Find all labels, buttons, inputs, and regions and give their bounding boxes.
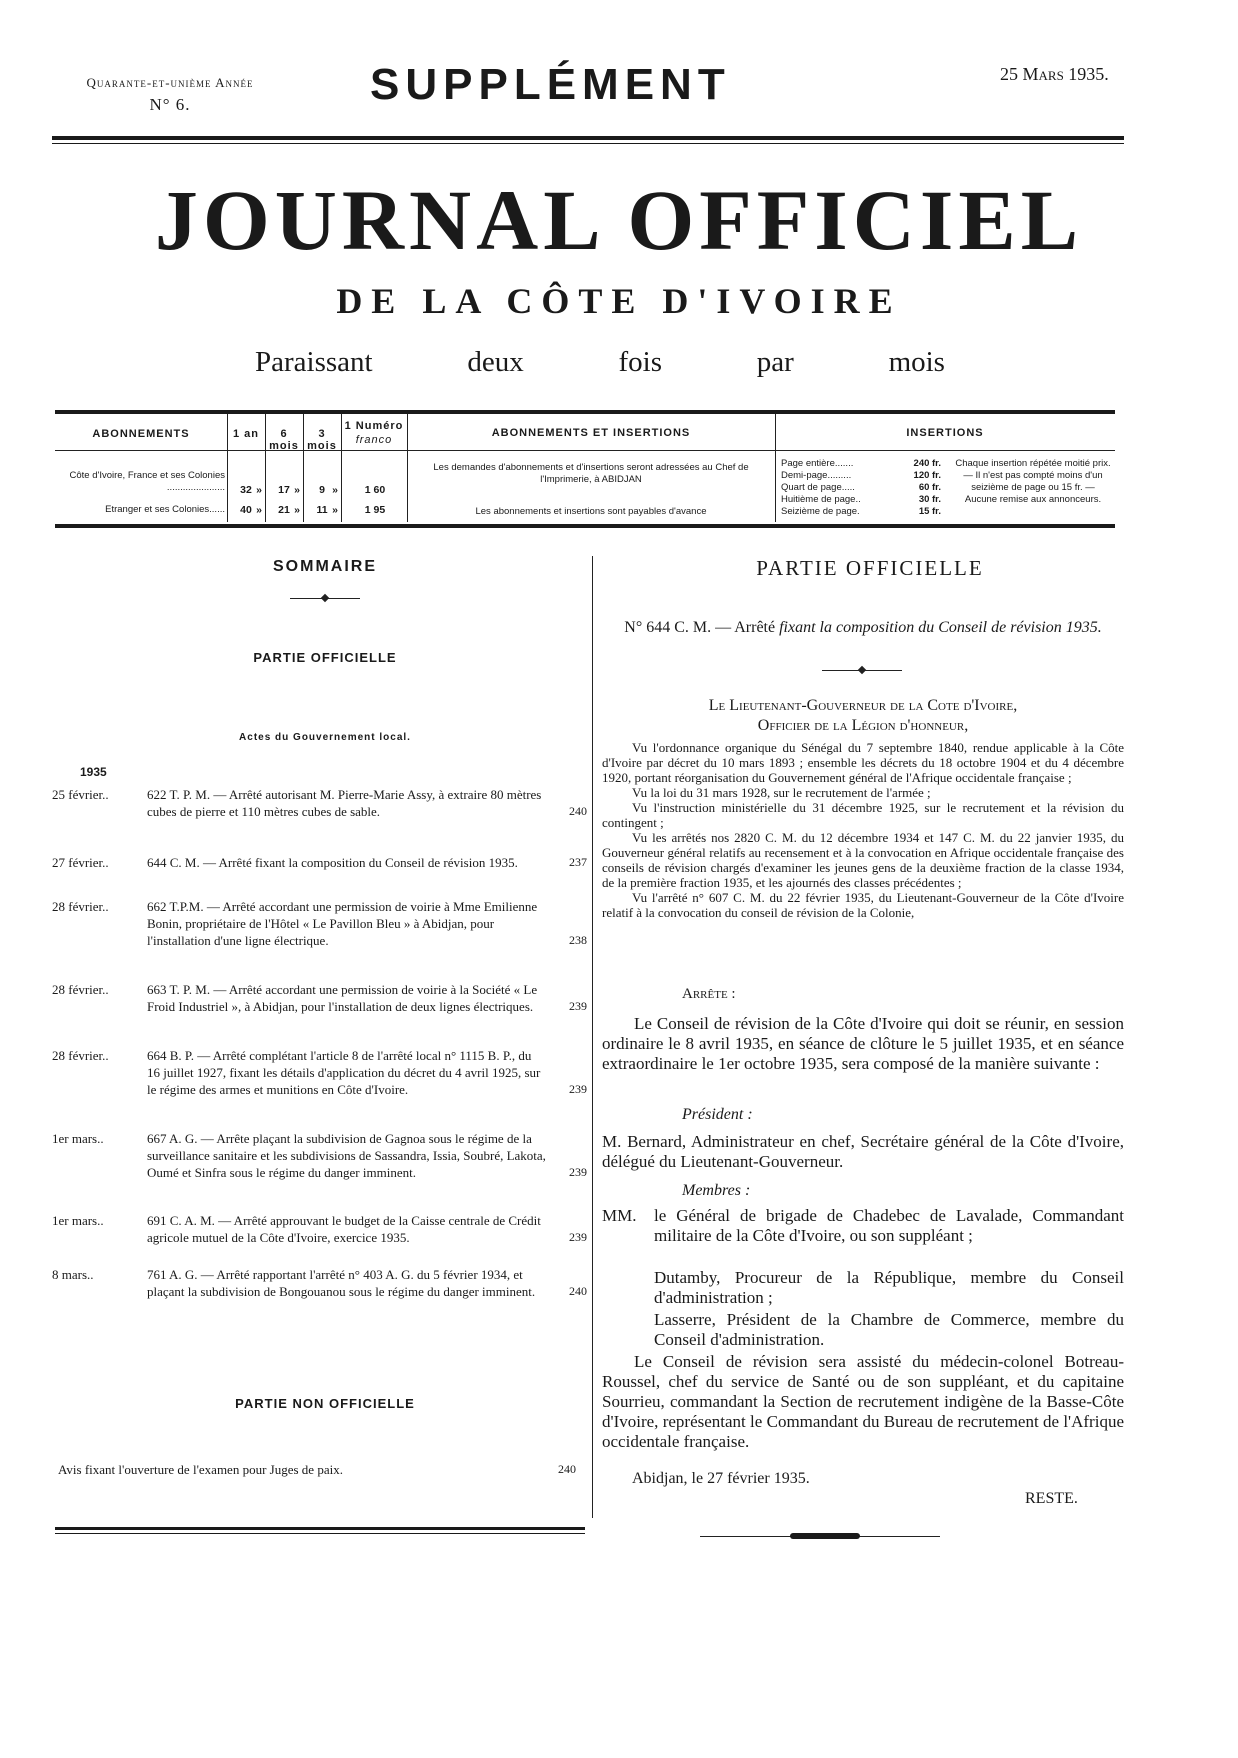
sommaire-entry — [52, 1130, 587, 1181]
entry-text: 691 C. A. M. — Arrêté approuvant le budget de la Caisse centrale de Crédit agricole mutuel de la Côte d'Ivoire, exercice 1935. — [147, 1213, 541, 1245]
header-abonnements: ABONNEMENTS — [92, 428, 190, 440]
sommaire-entry — [52, 786, 587, 820]
visa-paragraph: Vu les arrêtés nos 2820 C. M. du 12 décembre 1934 et 147 C. M. du 22 janvier 1935, du Gouverneur général relatifs au recensement et à la convocation en Afrique occidentale française des conseils de révision chargés d'examiner les jeunes gens de la deuxième fraction de la classe 1934, de la première fraction 1935, et les ajournés des classes précédentes ; — [602, 830, 1124, 890]
subscription-table — [55, 414, 1115, 524]
row1-sep: » — [294, 484, 300, 496]
journal-title: JOURNAL OFFICIEL — [154, 172, 1084, 268]
middle-text-1: Les demandes d'abonnements et d'insertions seront adressées au Chef de l'Imprimerie, à ABIDJAN — [433, 462, 749, 485]
sommaire-entry — [52, 981, 587, 1015]
entry-date: 1er mars.. — [52, 1131, 104, 1146]
membre-3-text: Lasserre, Président de la Chambre de Commerce, membre du Conseil d'administration. — [654, 1310, 1124, 1349]
header-1an: 1 an — [232, 428, 259, 440]
year-note — [50, 72, 290, 116]
entry-text: 663 T. P. M. — Arrêté accordant une permission de voirie à la Société « Le Froid Industriel », à Abidjan, pour l'installation de deux lignes électriques. — [147, 982, 538, 1014]
membre-1 — [654, 1206, 1124, 1246]
entry-page: 237 — [569, 855, 587, 869]
tagline-word: fois — [618, 346, 662, 378]
entry-page: 239 — [569, 999, 587, 1013]
row2-1an: 40 — [240, 504, 252, 516]
avis-page: 240 — [558, 1462, 576, 1476]
entry-page: 240 — [569, 804, 587, 818]
row1-3mois: 9 — [319, 484, 325, 496]
tagline — [255, 346, 945, 379]
president-label: Président : — [682, 1106, 753, 1123]
assistance-text: Le Conseil de révision sera assisté du médecin-colonel Botreau-Roussel, chef du service de Santé ou de son suppléant, et du capitaine Sourrieu, commandant la Section de recrutement indigène de la Basse-Côte d'Ivoire, représentant le Commandant du Bureau de recrutement de l'Afrique occidentale française. — [602, 1352, 1124, 1451]
row1-sep: » — [256, 484, 262, 496]
partie-non-officielle: PARTIE NON OFFICIELLE — [235, 1396, 415, 1411]
signed-place-date: Abidjan, le 27 février 1935. — [632, 1470, 810, 1487]
issue-number: N° 6. — [149, 95, 191, 114]
entry-page: 239 — [569, 1165, 587, 1179]
row2-sep: » — [294, 504, 300, 516]
row2-sep: » — [332, 504, 338, 516]
actes-heading: Actes du Gouvernement local. — [239, 732, 411, 743]
issue-date: 25 Mars 1935. — [1000, 64, 1109, 84]
rate-label: Seizième de page. — [781, 506, 860, 517]
signature: RESTE. — [1025, 1490, 1078, 1507]
tagline-word: par — [756, 346, 794, 378]
year-note-text: Quarante-et-unième Année — [86, 75, 254, 90]
rate-label: Huitième de page.. — [781, 494, 861, 505]
bottom-rule — [55, 1527, 585, 1530]
entry-page: 238 — [569, 933, 587, 947]
membre-2-text: Dutamby, Procureur de la République, membre du Conseil d'administration ; — [654, 1268, 1124, 1307]
membre-3 — [654, 1310, 1124, 1350]
arrete-word: Arrête : — [682, 986, 736, 1002]
visa-paragraph: Vu l'ordonnance organique du Sénégal du 7 septembre 1840, rendue applicable à la Côte d'Ivoire par décret du 10 mars 1893 ; ensemble les décrets du 18 octobre 1904 et du 4 décembre 1920, portant réorganisation du Gouvernement général de l'Afrique occidentale française ; — [602, 740, 1124, 785]
entry-text: 667 A. G. — Arrête plaçant la subdivision de Gagnoa sous le régime de la surveillance sanitaire et les subdivisions de Sassandra, Issia, Soubré, Lakota, Oumé et Sinfra sous le régime du danger imminent. — [147, 1131, 546, 1180]
row2-6mois: 21 — [278, 504, 290, 516]
rate-price: 240 fr. — [913, 458, 941, 469]
sommaire-year: 1935 — [80, 765, 107, 779]
arrete-heading — [602, 618, 1124, 638]
column-divider — [592, 556, 593, 1518]
entry-date: 1er mars.. — [52, 1213, 104, 1228]
president-text: M. Bernard, Administrateur en chef, Secrétaire général de la Côte d'Ivoire, délégué du Lieutenant-Gouverneur. — [602, 1132, 1124, 1171]
rate-label: Demi-page......... — [781, 470, 852, 481]
president-paragraph — [602, 1132, 1124, 1172]
entry-date: 28 février.. — [52, 982, 109, 997]
row2-label: Etranger et ses Colonies...... — [105, 504, 225, 515]
rate-label: Page entière....... — [781, 458, 854, 469]
tagline-word: deux — [467, 346, 524, 378]
row1-6mois: 17 — [278, 484, 290, 496]
sommaire-title: SOMMAIRE — [273, 558, 377, 575]
tagline-word: mois — [888, 346, 945, 378]
header-3mois: 3 mois — [307, 428, 337, 452]
header-numero: 1 Numéro — [344, 420, 404, 432]
lieutenant-line-2: Officier de la Légion d'honneur, — [757, 717, 969, 734]
entry-text: 662 T.P.M. — Arrêté accordant une permission de voirie à Mme Emilienne Bonin, propriétaire de l'Hôtel « Le Pavillon Bleu » à Abidjan, pour l'installation d'une ligne électrique. — [147, 899, 538, 948]
row2-sep: » — [256, 504, 262, 516]
entry-date: 28 février.. — [52, 899, 109, 914]
row2-numero: 1 95 — [364, 504, 386, 516]
sommaire-entry — [52, 1212, 587, 1246]
sommaire-entry — [52, 1266, 587, 1300]
rate-price: 15 fr. — [918, 506, 941, 517]
row1-sep: » — [332, 484, 338, 496]
mm-label: MM. — [602, 1206, 637, 1225]
entry-date: 25 février.. — [52, 787, 109, 802]
composition-paragraph — [602, 1014, 1124, 1074]
avis-entry: Avis fixant l'ouverture de l'examen pour Juges de paix. — [58, 1462, 343, 1477]
visa-paragraph: Vu l'arrêté n° 607 C. M. du 22 février 1935, du Lieutenant-Gouverneur de la Côte d'Ivoire relatif à la convocation du conseil de révision de la Colonie, — [602, 890, 1124, 920]
supplement-heading: SUPPLÉMENT — [370, 60, 731, 109]
membre-2 — [654, 1268, 1124, 1308]
ornament-diamond — [858, 666, 866, 674]
partie-officielle-title: PARTIE OFFICIELLE — [756, 556, 984, 580]
entry-text: 664 B. P. — Arrêté complétant l'article 8 de l'arrêté local n° 1115 B. P., du 16 juillet 1927, fixant les détails d'application du décret du 4 avril 1925, sur le régime des armes et munitions en Côte d'Ivoire. — [147, 1048, 541, 1097]
sommaire-entry — [52, 854, 587, 871]
assistance-paragraph — [602, 1352, 1124, 1452]
entry-text: 644 C. M. — Arrêté fixant la composition du Conseil de révision 1935. — [147, 855, 518, 870]
tagline-word: Paraissant — [255, 346, 373, 378]
sommaire-partie-officielle: PARTIE OFFICIELLE — [253, 650, 397, 665]
entry-text: 761 A. G. — Arrêté rapportant l'arrêté n° 403 A. G. du 5 février 1934, et plaçant la subdivision de Bongouanou sous le régime du danger imminent. — [147, 1267, 536, 1299]
entry-date: 28 février.. — [52, 1048, 109, 1063]
bottom-rule-thin — [55, 1533, 585, 1534]
rate-price: 120 fr. — [913, 470, 941, 481]
divider — [55, 450, 1115, 451]
header-6mois: 6 mois — [269, 428, 299, 452]
rate-label: Quart de page..... — [781, 482, 855, 493]
top-rule-thin — [52, 143, 1124, 144]
entry-text: 622 T. P. M. — Arrêté autorisant M. Pierre-Marie Assy, à extraire 80 mètres cubes de pierre et 110 mètres cubes de sable. — [147, 787, 542, 819]
visa-paragraph: Vu la loi du 31 mars 1928, sur le recrutement de l'armée ; — [632, 785, 931, 800]
header-insertions: INSERTIONS — [906, 427, 984, 439]
arrete-title: fixant la composition du Conseil de révision 1935. — [779, 619, 1102, 636]
composition-text: Le Conseil de révision de la Côte d'Ivoire qui doit se réunir, en session ordinaire le 8 avril 1935, en séance de clôture le 5 juillet 1935, et en séance extraordinaire le 1er octobre 1935, sera composé de la manière suivante : — [602, 1014, 1124, 1073]
rate-price: 30 fr. — [918, 494, 941, 505]
lieutenant-heading — [602, 696, 1124, 736]
entry-page: 239 — [569, 1082, 587, 1096]
ornament-bar — [790, 1533, 860, 1539]
entry-page: 239 — [569, 1230, 587, 1244]
arrete-number: N° 644 C. M. — Arrêté — [624, 619, 776, 636]
header-abo-ins: ABONNEMENTS ET INSERTIONS — [491, 427, 691, 439]
ornament-diamond — [321, 594, 329, 602]
rate-price: 60 fr. — [918, 482, 941, 493]
sommaire-entry — [52, 898, 587, 949]
row1-1an: 32 — [240, 484, 252, 496]
header-franco: franco — [355, 434, 393, 446]
middle-text-2: Les abonnements et insertions sont payables d'avance — [475, 506, 707, 517]
entry-page: 240 — [569, 1284, 587, 1298]
sommaire-entry — [52, 1047, 587, 1098]
table-bottom-rule — [55, 524, 1115, 528]
membre-1-text: le Général de brigade de Chadebec de Lavalade, Commandant militaire de la Côte d'Ivoire, ou son suppléant ; — [654, 1206, 1124, 1245]
visas-block — [602, 740, 1124, 920]
entry-date: 27 février.. — [52, 855, 109, 870]
lieutenant-line-1: Le Lieutenant-Gouverneur de la Cote d'Ivoire, — [708, 697, 1018, 714]
row1-numero: 1 60 — [364, 484, 386, 496]
membres-label: Membres : — [682, 1182, 751, 1199]
row2-3mois: 11 — [316, 504, 328, 516]
top-rule — [52, 136, 1124, 140]
entry-date: 8 mars.. — [52, 1267, 94, 1282]
visa-paragraph: Vu l'instruction ministérielle du 31 décembre 1925, sur le recrutement et la révision du contingent ; — [602, 800, 1124, 830]
rates-note: Chaque insertion répétée moitié prix. — Il n'est pas compté moins d'un seizième de page ou 15 fr. — Aucune remise aux annonceurs. — [955, 458, 1111, 505]
journal-subtitle: DE LA CÔTE D'IVOIRE — [336, 281, 902, 321]
row1-label: Côte d'Ivoire, France et ses Colonies ...................... — [69, 470, 225, 493]
